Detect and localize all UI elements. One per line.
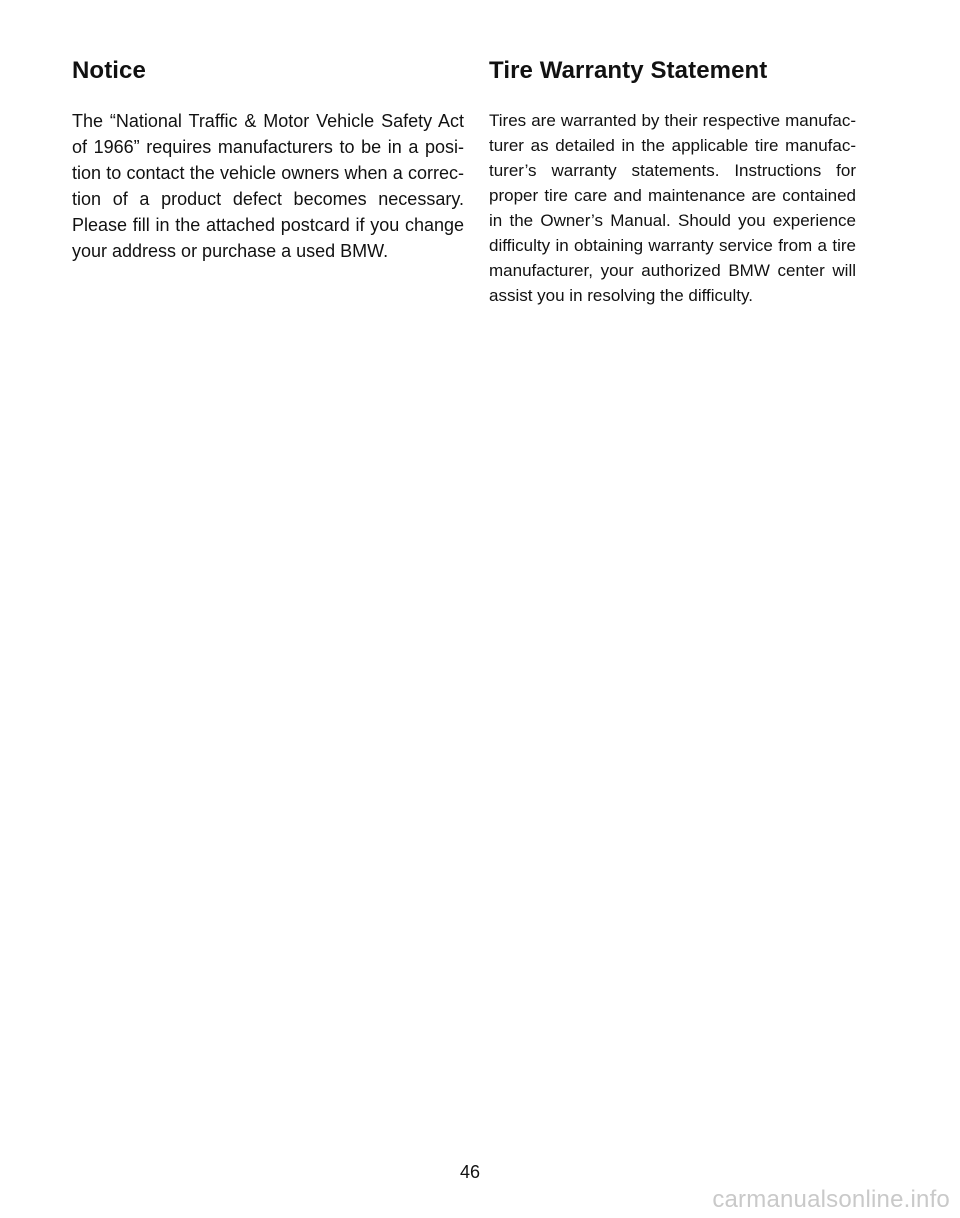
notice-heading: Notice	[72, 57, 146, 84]
tire-warranty-heading: Tire Warranty Statement	[489, 57, 768, 84]
tire-warranty-body: Tires are warranted by their respective manufac-turer as detailed in the applicable tire manufac-turer’s warranty statements. Instructions for proper tire care and maintenance are contained in the Owner’s Manual. Should you experience difficulty in obtaining warranty service from a tire manufacturer, your authorized BMW center will assist you in resolving the difficulty.	[489, 111, 856, 305]
notice-section	[72, 56, 464, 264]
page-number: 46	[459, 1162, 481, 1182]
watermark: carmanualsonline.info	[712, 1186, 950, 1213]
tire-warranty-section	[489, 56, 856, 308]
notice-body: The “National Traffic & Motor Vehicle Safety Act of 1966” requires manufacturers to be in a posi-tion to contact the vehicle owners when a correc-tion of a product defect becomes necessary. Please fill in the attached postcard if you change your address or purchase a used BMW.	[72, 111, 464, 261]
